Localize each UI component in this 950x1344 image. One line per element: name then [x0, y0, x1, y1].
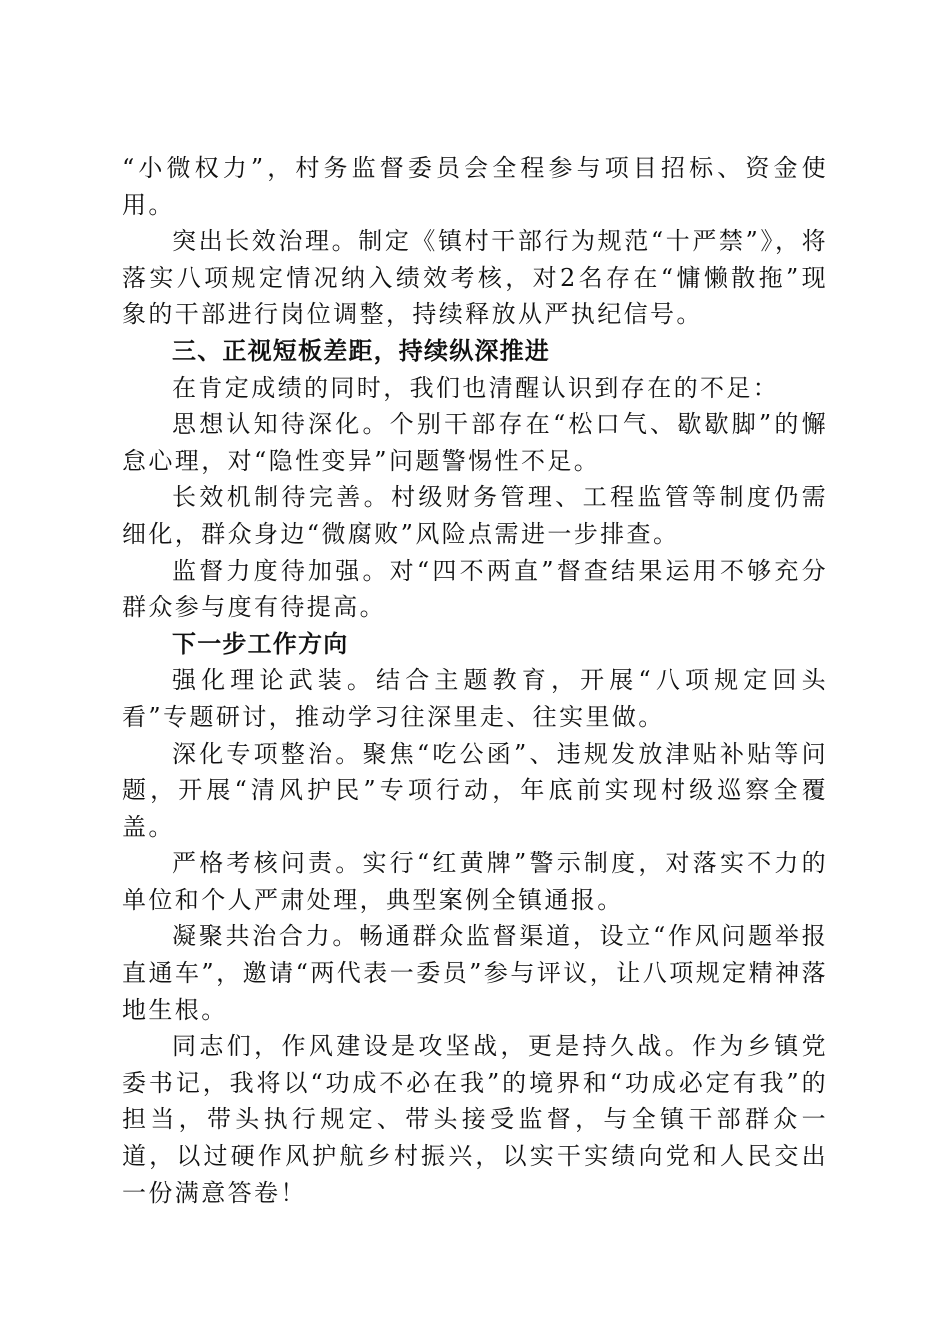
paragraph-supervision-strength: 监督力度待加强。对“四不两直”督查结果运用不够充分群众参与度有待提高。: [122, 556, 828, 622]
paragraph-assessment-accountability: 严格考核问责。实行“红黄牌”警示制度，对落实不力的单位和个人严肃处理，典型案例全镇通报。: [122, 849, 828, 914]
paragraph-theory-study: 强化理论武装。结合主题教育，开展“八项规定回头看”专题研讨，推动学习往深里走、往实里做。: [122, 666, 828, 731]
paragraph-special-rectification: 深化专项整治。聚焦“吃公函”、违规发放津贴补贴等问题，开展“清风护民”专项行动，年底前实现村级巡察全覆盖。: [122, 739, 828, 841]
paragraph-closing-remarks: 同志们，作风建设是攻坚战，更是持久战。作为乡镇党委书记，我将以“功成不必在我”的境界和“功成必定有我”的担当，带头执行规定、带头接受监督，与全镇干部群众一道，以过硬作风护航乡村振兴，以实干实绩向党和人民交出一份满意答卷！: [122, 1032, 828, 1207]
paragraph-shortcomings-intro: 在肯定成绩的同时，我们也清醒认识到存在的不足：: [172, 373, 780, 402]
paragraph-thinking-awareness: 思想认知待深化。个别干部存在“松口气、歇歇脚”的懈怠心理，对“隐性变异”问题警惕性不足。: [122, 410, 828, 475]
paragraph-long-term-mechanism: 长效机制待完善。村级财务管理、工程监管等制度仍需细化，群众身边“微腐败”风险点需进一步排查。: [122, 483, 828, 548]
document-page: [122, 150, 828, 1211]
section-heading-shortcomings: 三、正视短板差距，持续纵深推进: [172, 336, 550, 365]
paragraph-joint-governance: 凝聚共治合力。畅通群众监督渠道，设立“作风问题举报直通车”，邀请“两代表一委员”参与评议，让八项规定精神落地生根。: [122, 922, 828, 1024]
paragraph-long-term-governance: 突出长效治理。制定《镇村干部行为规范“十严禁”》，将落实八项规定情况纳入绩效考核，对2名存在“慵懒散拖”现象的干部进行岗位调整，持续释放从严执纪信号。: [122, 227, 828, 329]
paragraph-small-power-supervision: “小微权力”，村务监督委员会全程参与项目招标、资金使用。: [122, 154, 828, 219]
section-heading-next-steps: 下一步工作方向: [172, 629, 349, 658]
